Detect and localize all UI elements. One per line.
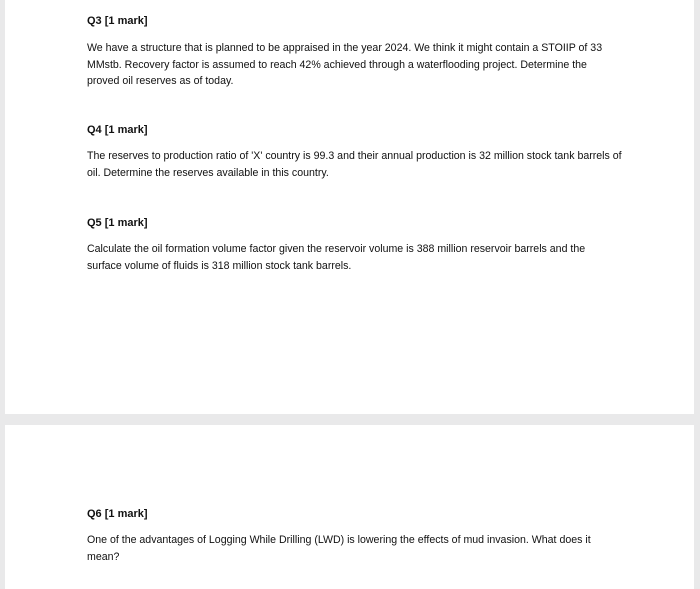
question-text: One of the advantages of Logging While Drilling (LWD) is lowering the effects of mud invasion. What does it mean? xyxy=(87,534,591,563)
question-title: Q3 [1 mark] xyxy=(87,15,148,27)
question-title: Q6 [1 mark] xyxy=(87,508,148,520)
question-text: Calculate the oil formation volume factor given the reservoir volume is 388 million reservoir barrels and the surface volume of fluids is 318 million stock tank barrels. xyxy=(87,243,586,272)
document-page-2 xyxy=(5,425,694,589)
question-title: Q5 [1 mark] xyxy=(87,217,148,229)
question-text: We have a structure that is planned to be appraised in the year 2024. We think it might contain a STOIIP of 33 MMstb. Recovery factor is assumed to reach 42% achieved through a waterflooding project. Determine the proved oil reserves as of today. xyxy=(87,42,603,87)
question-text: The reserves to production ratio of 'X' country is 99.3 and their annual production is 32 million stock tank barrels of oil. Determine the reserves available in this country. xyxy=(87,150,622,179)
question-title: Q4 [1 mark] xyxy=(87,124,148,136)
document-page-1 xyxy=(5,0,694,414)
